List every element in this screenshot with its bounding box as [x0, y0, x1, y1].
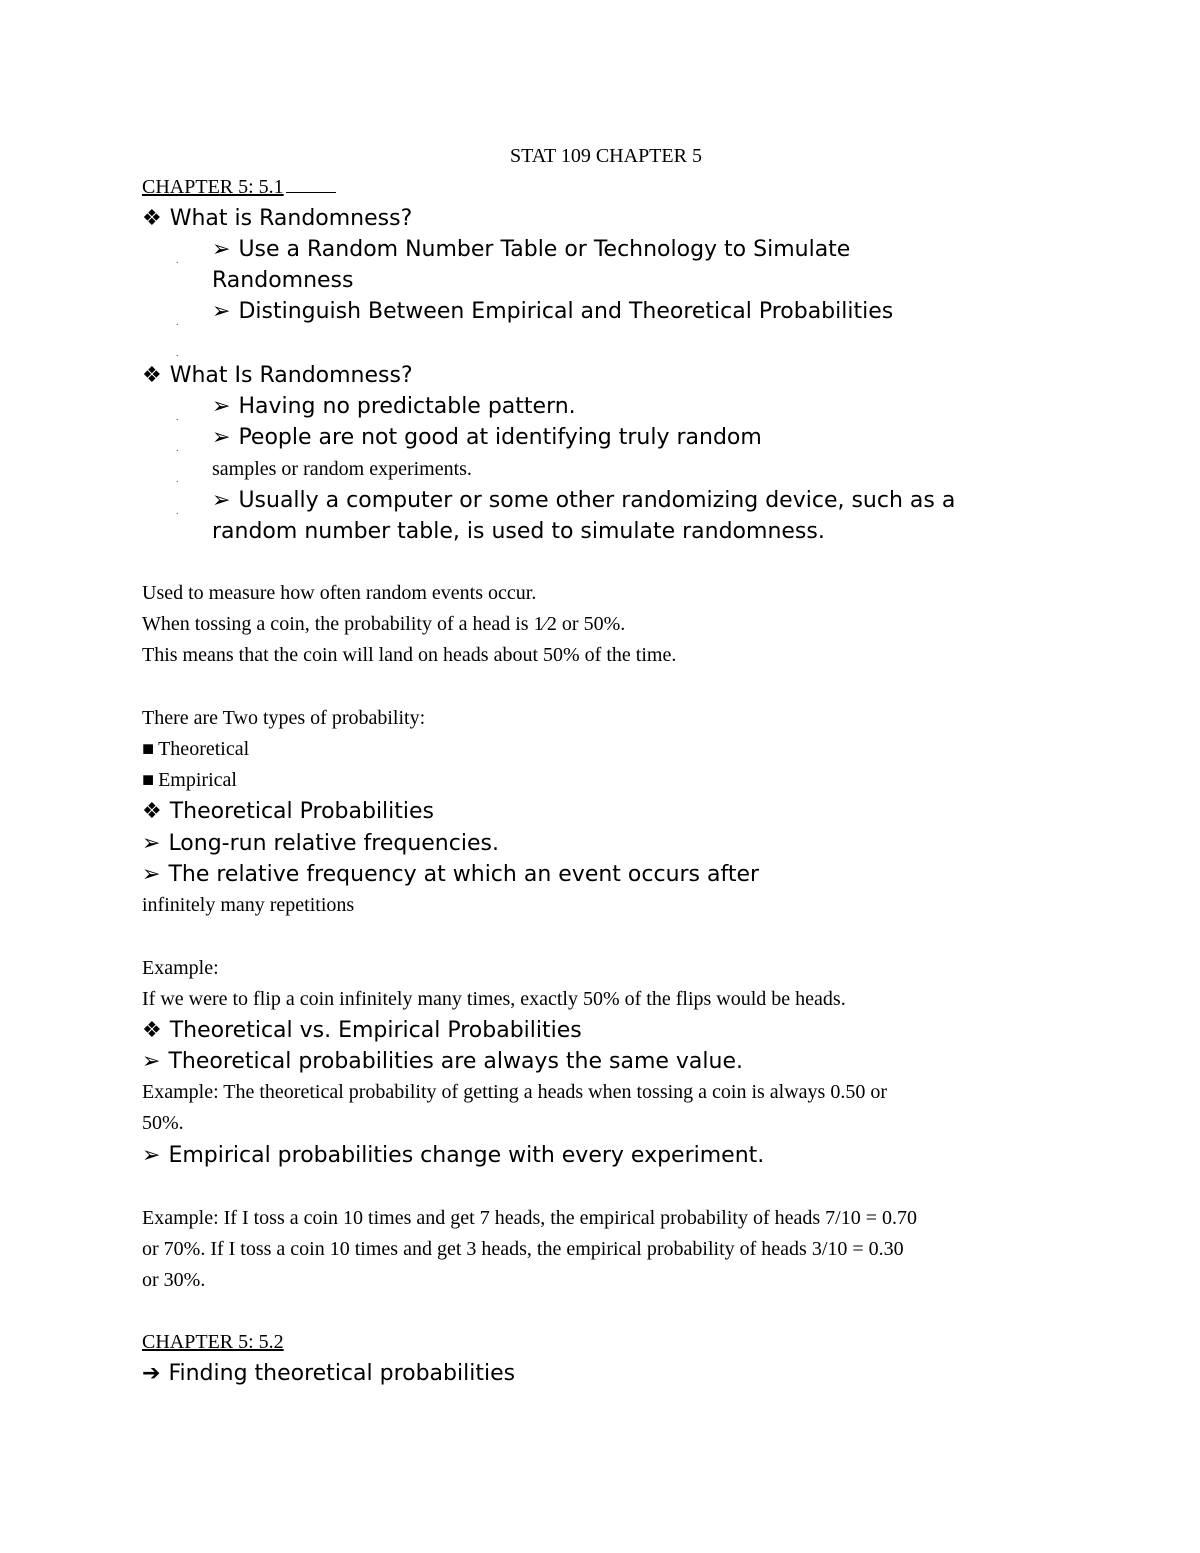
arrowhead-bullet-icon: ➢: [142, 862, 161, 887]
question-text: What Is Randomness?: [169, 363, 413, 388]
example-text-continuation: 50%.: [142, 1112, 184, 1134]
bullet-text: Long-run relative frequencies.: [168, 831, 499, 856]
item-finding-theoretical: [142, 1358, 515, 1389]
bullet-random-number-table: [212, 234, 850, 265]
list-dot-marker: .: [176, 443, 179, 454]
diamond-bullet-icon: ❖: [142, 206, 162, 231]
heading-text: Theoretical vs. Empirical Probabilities: [169, 1018, 582, 1043]
bullet-text: Usually a computer or some other randomizing device, such as a: [238, 488, 956, 513]
arrowhead-bullet-icon: ➢: [212, 488, 231, 513]
bullet-continuation: samples or random experiments.: [212, 458, 472, 480]
bullet-text: Distinguish Between Empirical and Theoretical Probabilities: [238, 299, 894, 324]
bullet-long-run: [142, 828, 499, 859]
heading-text: Theoretical Probabilities: [169, 799, 435, 824]
diamond-bullet-icon: ❖: [142, 1018, 162, 1043]
bullet-continuation: infinitely many repetitions: [142, 894, 355, 916]
bullet-text: Theoretical probabilities are always the same value.: [168, 1049, 743, 1074]
list-dot-marker: .: [176, 255, 179, 266]
paragraph-line: Used to measure how often random events occur.: [142, 582, 537, 604]
section-heading-text: CHAPTER 5: 5.1: [142, 176, 284, 198]
heading-theoretical-probabilities: [142, 796, 434, 827]
bullet-no-pattern: [212, 391, 576, 422]
heading-theoretical-vs-empirical: [142, 1015, 582, 1046]
bullet-continuation: random number table, is used to simulate randomness.: [212, 519, 825, 544]
list-dot-marker: .: [176, 317, 179, 328]
bullet-text: The relative frequency at which an event occurs after: [168, 862, 760, 887]
list-dot-marker: .: [176, 474, 179, 485]
type-item-empirical: [142, 765, 237, 796]
heading-underline-tab: [286, 174, 336, 193]
paragraph-line: When tossing a coin, the probability of a head is 1⁄2 or 50%.: [142, 613, 626, 635]
arrowhead-bullet-icon: ➢: [212, 394, 231, 419]
bullet-relative-frequency: [142, 859, 759, 890]
document-title: STAT 109 CHAPTER 5: [510, 145, 702, 167]
section-heading-5-1: [142, 172, 336, 203]
bullet-distinguish: [212, 296, 893, 327]
example-text: Example: The theoretical probability of getting a heads when tossing a coin is always 0.50 or: [142, 1081, 887, 1103]
types-intro: There are Two types of probability:: [142, 707, 426, 729]
example-text: Example: If I toss a coin 10 times and get 7 heads, the empirical probability of heads 7/10 = 0.70: [142, 1207, 917, 1229]
type-item-text: Empirical: [158, 769, 237, 791]
square-bullet-icon: ■: [142, 738, 155, 760]
arrowhead-bullet-icon: ➢: [142, 1049, 161, 1074]
type-item-theoretical: [142, 734, 249, 765]
question-what-is-randomness: [142, 203, 412, 234]
bullet-continuation: Randomness: [212, 268, 354, 293]
list-dot-marker: .: [176, 348, 179, 359]
bullet-text: Having no predictable pattern.: [238, 394, 576, 419]
bullet-change-every-experiment: [142, 1140, 764, 1171]
question-text: What is Randomness?: [169, 206, 413, 231]
list-dot-marker: .: [176, 506, 179, 517]
arrowhead-bullet-icon: ➢: [212, 237, 231, 262]
section-heading-text: CHAPTER 5: 5.2: [142, 1331, 284, 1353]
example-text: or 30%.: [142, 1269, 206, 1291]
item-text: Finding theoretical probabilities: [168, 1361, 516, 1386]
example-text: If we were to flip a coin infinitely many times, exactly 50% of the flips would be heads.: [142, 988, 846, 1010]
bullet-same-value: [142, 1046, 743, 1077]
bullet-people-not-good: [212, 422, 762, 453]
list-dot-marker: .: [176, 412, 179, 423]
question-what-is-randomness-2: [142, 360, 413, 391]
section-heading-5-2: [142, 1327, 284, 1358]
type-item-text: Theoretical: [158, 738, 250, 760]
arrowhead-bullet-icon: ➢: [212, 425, 231, 450]
example-text: or 70%. If I toss a coin 10 times and get 3 heads, the empirical probability of heads 3/10 = 0.30: [142, 1238, 904, 1260]
paragraph-line: This means that the coin will land on heads about 50% of the time.: [142, 644, 677, 666]
bullet-text: Empirical probabilities change with every experiment.: [168, 1143, 765, 1168]
example-label: Example:: [142, 957, 219, 979]
bullet-computer-randomizing: [212, 485, 955, 516]
arrowhead-bullet-icon: ➢: [142, 1143, 161, 1168]
diamond-bullet-icon: ❖: [142, 799, 162, 824]
bullet-text: Use a Random Number Table or Technology to Simulate: [238, 237, 851, 262]
bullet-text: People are not good at identifying truly random: [238, 425, 762, 450]
arrow-bullet-icon: ➔: [142, 1361, 161, 1386]
square-bullet-icon: ■: [142, 769, 155, 791]
arrowhead-bullet-icon: ➢: [142, 831, 161, 856]
arrowhead-bullet-icon: ➢: [212, 299, 231, 324]
diamond-bullet-icon: ❖: [142, 363, 162, 388]
